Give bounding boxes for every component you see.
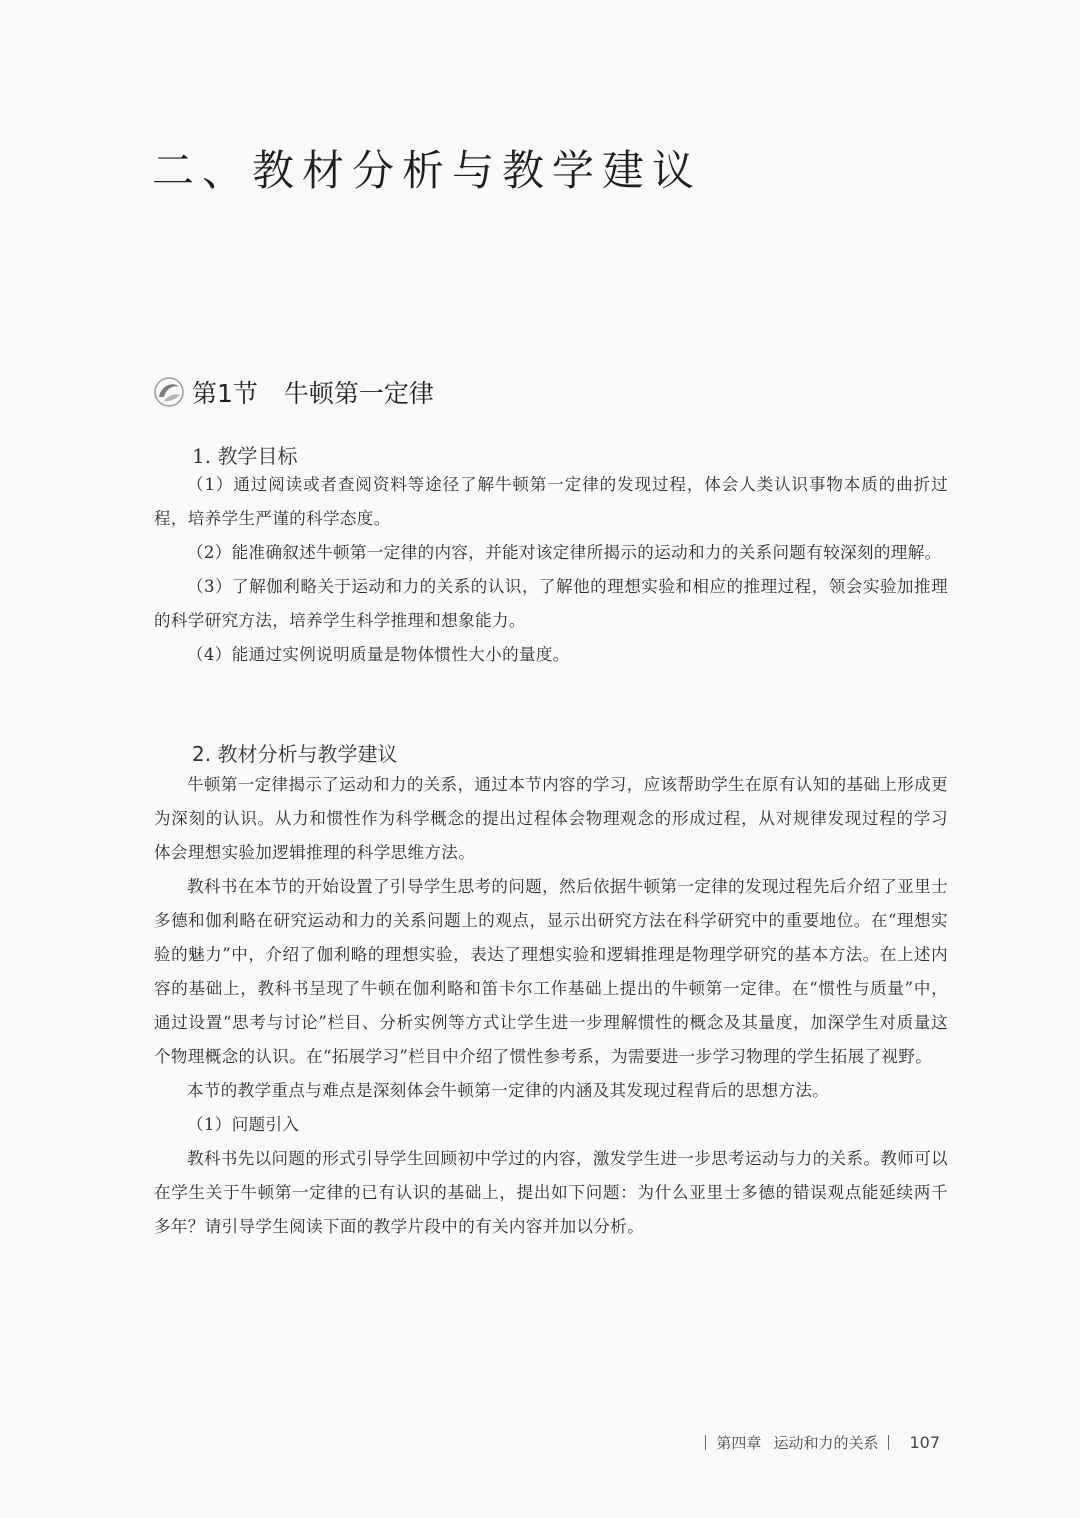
analysis-paragraph: 本节的教学重点与难点是深刻体会牛顿第一定律的内涵及其发现过程背后的思想方法。 xyxy=(187,1081,830,1100)
analysis-heading: 2. 教材分析与教学建议 xyxy=(192,742,398,766)
swirl-icon xyxy=(152,375,186,409)
analysis-subheading: （1）问题引入 xyxy=(187,1115,300,1134)
objectives-heading: 1. 教学目标 xyxy=(192,444,298,468)
section-name: 牛顿第一定律 xyxy=(283,379,434,408)
page-number: 107 xyxy=(909,1433,940,1452)
objectives-list xyxy=(154,468,948,672)
objective-item: （3）了解伽利略关于运动和力的关系的认识，了解他的理想实验和相应的推理过程，领会实验加推理的科学研究方法，培养学生科学推理和想象能力。 xyxy=(154,577,948,630)
analysis-paragraph: 教科书在本节的开始设置了引导学生思考的问题，然后依据牛顿第一定律的发现过程先后介绍了亚里士多德和伽利略在研究运动和力的关系问题上的观点，显示出研究方法在科学研究中的重要地位。在“理想实验的魅力”中，介绍了伽利略的理想实验，表达了理想实验和逻辑推理是物理学研究的基本方法。在上述内容的基础上，教科书呈现了牛顿在伽利略和笛卡尔工作基础上提出的牛顿第一定律。在“惯性与质量”中，通过设置“思考与讨论”栏目、分析实例等方式让学生进一步理解惯性的概念及其量度，加深学生对质量这个物理概念的认识。在“拓展学习”栏目中介绍了惯性参考系，为需要进一步学习物理的学生拓展了视野。 xyxy=(154,877,948,1066)
footer-chapter-title: 运动和力的关系 xyxy=(773,1434,879,1452)
footer-divider xyxy=(705,1435,706,1450)
section-number: 第1节 xyxy=(192,379,258,408)
footer-chapter: 第四章 xyxy=(716,1434,762,1452)
analysis-body xyxy=(154,768,948,1244)
analysis-paragraph: 教科书先以问题的形式引导学生回顾初中学过的内容，激发学生进一步思考运动与力的关系。教师可以在学生关于牛顿第一定律的已有认识的基础上，提出如下问题：为什么亚里士多德的错误观点能延续两千多年？请引导学生阅读下面的教学片段中的有关内容并加以分析。 xyxy=(154,1149,948,1236)
analysis-paragraph: 牛顿第一定律揭示了运动和力的关系，通过本节内容的学习，应该帮助学生在原有认知的基础上形成更为深刻的认识。从力和惯性作为科学概念的提出过程体会物理观念的形成过程，从对规律发现过程的学习体会理想实验加逻辑推理的科学思维方法。 xyxy=(154,775,948,862)
objective-item: （1）通过阅读或者查阅资料等途径了解牛顿第一定律的发现过程，体会人类认识事物本质的曲折过程，培养学生严谨的科学态度。 xyxy=(154,475,948,528)
page-footer xyxy=(695,1432,940,1453)
footer-divider xyxy=(888,1435,889,1450)
section-heading xyxy=(152,372,434,412)
objective-item: （2）能准确叙述牛顿第一定律的内容，并能对该定律所揭示的运动和力的关系问题有较深刻的理解。 xyxy=(187,543,942,562)
objective-item: （4）能通过实例说明质量是物体惯性大小的量度。 xyxy=(187,645,570,664)
chapter-title: 二、教材分析与教学建议 xyxy=(152,146,703,195)
